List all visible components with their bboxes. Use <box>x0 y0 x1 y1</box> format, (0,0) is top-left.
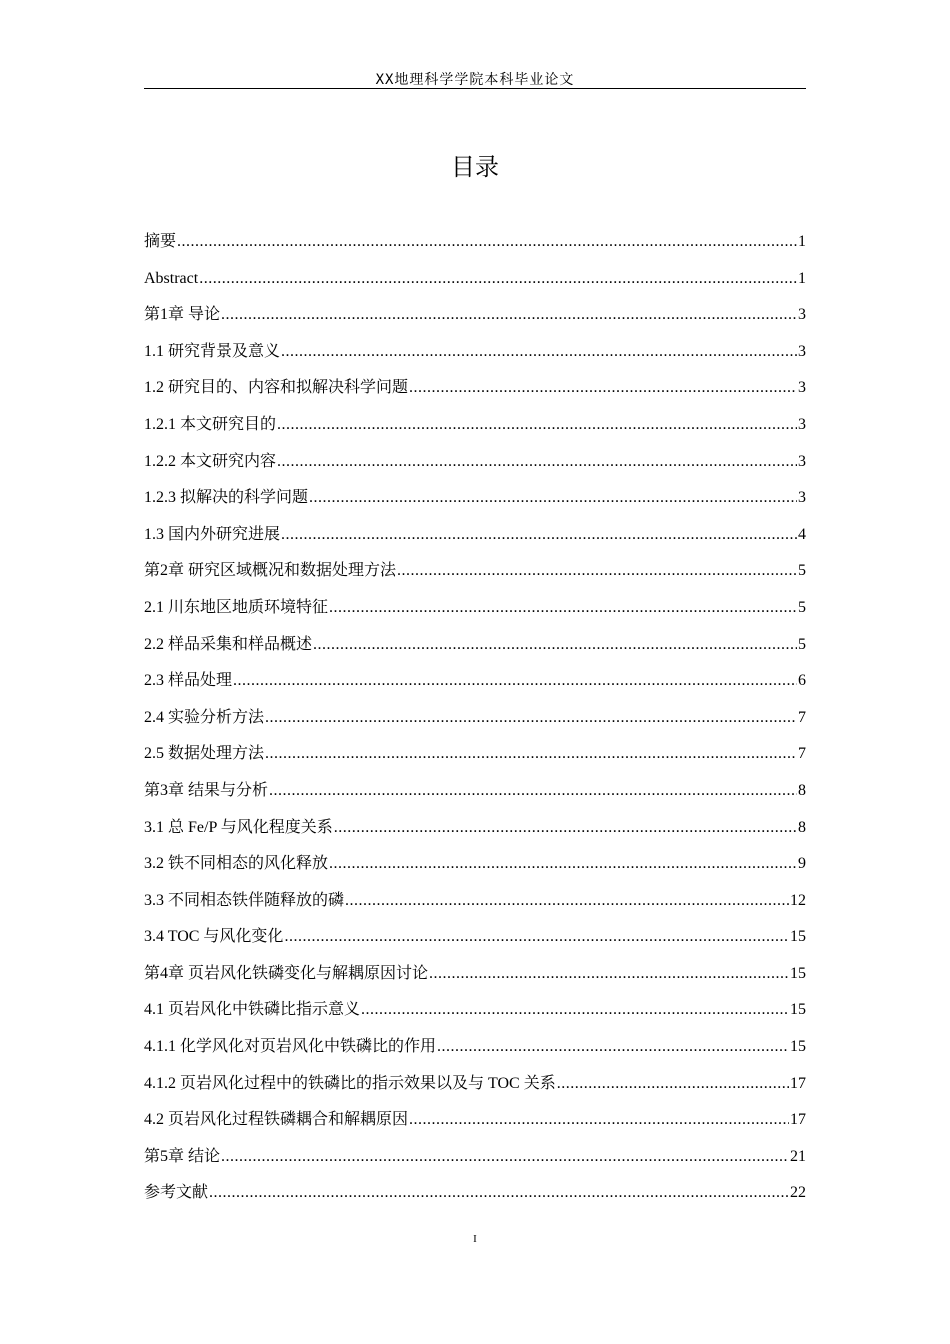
toc-entry-abstract-cn[interactable] <box>144 228 806 265</box>
toc-entry-label: 3.2 铁不同相态的风化释放 <box>144 855 329 873</box>
toc-entry-label: 1.2 研究目的、内容和拟解决科学问题 <box>144 379 409 397</box>
toc-entry-section-1-2-2[interactable] <box>144 448 806 485</box>
toc-dot-leader <box>281 521 797 549</box>
toc-entry-chapter-1[interactable] <box>144 301 806 338</box>
toc-entry-section-2-1[interactable] <box>144 594 806 631</box>
toc-dot-leader <box>277 411 797 439</box>
toc-title: 目录 <box>451 153 499 181</box>
toc-entry-page: 3 <box>798 342 806 360</box>
toc-entry-page: 3 <box>798 489 806 507</box>
toc-entry-label: 2.2 样品采集和样品概述 <box>144 635 313 653</box>
toc-entry-page: 22 <box>790 1184 806 1202</box>
toc-entry-page: 3 <box>798 306 806 324</box>
toc-entry-page: 3 <box>798 379 806 397</box>
toc-entry-label: 第5章 结论 <box>144 1147 221 1165</box>
toc-dot-leader <box>361 996 789 1024</box>
toc-dot-leader <box>177 228 797 256</box>
toc-entry-page: 15 <box>790 1001 806 1019</box>
toc-entry-section-4-1[interactable] <box>144 996 806 1033</box>
toc-entry-section-2-4[interactable] <box>144 704 806 741</box>
toc-entry-label: 3.4 TOC 与风化变化 <box>144 928 284 946</box>
toc-entry-label: 参考文献 <box>144 1184 209 1202</box>
toc-entry-section-2-2[interactable] <box>144 631 806 668</box>
toc-dot-leader <box>269 777 797 805</box>
toc-dot-leader <box>277 448 797 476</box>
toc-entry-label: 4.1.1 化学风化对页岩风化中铁磷比的作用 <box>144 1038 437 1056</box>
toc-entry-label: 1.3 国内外研究进展 <box>144 525 281 543</box>
toc-dot-leader <box>429 960 789 988</box>
toc-dot-leader <box>557 1070 789 1098</box>
toc-dot-leader <box>199 265 797 293</box>
toc-entry-chapter-2[interactable] <box>144 557 806 594</box>
toc-entry-page: 21 <box>790 1147 806 1165</box>
toc-dot-leader <box>329 850 797 878</box>
table-of-contents <box>144 228 806 1216</box>
toc-entry-label: 4.1.2 页岩风化过程中的铁磷比的指示效果以及与 TOC 关系 <box>144 1074 556 1092</box>
toc-entry-chapter-3[interactable] <box>144 777 806 814</box>
toc-entry-page: 6 <box>798 672 806 690</box>
toc-entry-label: 1.2.1 本文研究目的 <box>144 415 277 433</box>
toc-dot-leader <box>281 338 797 366</box>
toc-entry-page: 8 <box>798 818 806 836</box>
page-number: I <box>473 1233 477 1245</box>
toc-dot-leader <box>397 557 797 585</box>
toc-dot-leader <box>409 1106 789 1134</box>
toc-entry-section-3-3[interactable] <box>144 887 806 924</box>
toc-entry-page: 4 <box>798 525 806 543</box>
toc-entry-section-1-2[interactable] <box>144 374 806 411</box>
toc-entry-section-1-1[interactable] <box>144 338 806 375</box>
toc-entry-label: 第3章 结果与分析 <box>144 781 269 799</box>
toc-entry-label: Abstract <box>144 269 199 287</box>
toc-entry-label: 第1章 导论 <box>144 306 221 324</box>
toc-entry-label: 3.1 总 Fe/P 与风化程度关系 <box>144 818 333 836</box>
toc-entry-page: 5 <box>798 598 806 616</box>
toc-entry-page: 1 <box>798 233 806 250</box>
toc-entry-page: 1 <box>798 269 806 287</box>
toc-entry-section-2-5[interactable] <box>144 740 806 777</box>
page-header: XX地理科学学院本科毕业论文 <box>375 72 575 88</box>
toc-entry-section-4-1-1[interactable] <box>144 1033 806 1070</box>
toc-entry-page: 5 <box>798 562 806 580</box>
toc-entry-section-1-3[interactable] <box>144 521 806 558</box>
toc-dot-leader <box>329 594 797 622</box>
toc-entry-page: 17 <box>790 1074 806 1092</box>
toc-entry-abstract-en[interactable] <box>144 265 806 302</box>
toc-entry-page: 17 <box>790 1111 806 1129</box>
toc-entry-label: 第4章 页岩风化铁磷变化与解耦原因讨论 <box>144 964 429 982</box>
toc-dot-leader <box>437 1033 789 1061</box>
toc-entry-label: 第2章 研究区域概况和数据处理方法 <box>144 562 397 580</box>
toc-dot-leader <box>209 1179 789 1207</box>
toc-dot-leader <box>221 301 797 329</box>
toc-entry-label: 3.3 不同相态铁伴随释放的磷 <box>144 891 345 909</box>
toc-entry-page: 3 <box>798 452 806 470</box>
toc-entry-label: 2.1 川东地区地质环境特征 <box>144 598 329 616</box>
toc-dot-leader <box>265 740 797 768</box>
toc-entry-page: 15 <box>790 964 806 982</box>
toc-entry-page: 3 <box>798 415 806 433</box>
header-rule <box>144 88 806 89</box>
toc-dot-leader <box>313 631 797 659</box>
toc-entry-label: 1.1 研究背景及意义 <box>144 342 281 360</box>
toc-dot-leader <box>265 704 797 732</box>
toc-entry-label: 摘要 <box>144 233 177 250</box>
toc-entry-label: 2.3 样品处理 <box>144 672 233 690</box>
toc-dot-leader <box>284 923 789 951</box>
toc-entry-label: 1.2.3 拟解决的科学问题 <box>144 489 309 507</box>
toc-dot-leader <box>345 887 789 915</box>
toc-entry-label: 1.2.2 本文研究内容 <box>144 452 277 470</box>
toc-entry-page: 15 <box>790 928 806 946</box>
toc-entry-chapter-4[interactable] <box>144 960 806 997</box>
toc-entry-section-4-2[interactable] <box>144 1106 806 1143</box>
toc-entry-page: 9 <box>798 855 806 873</box>
toc-entry-section-2-3[interactable] <box>144 667 806 704</box>
toc-entry-label: 2.5 数据处理方法 <box>144 745 265 763</box>
toc-entry-page: 5 <box>798 635 806 653</box>
toc-entry-section-1-2-1[interactable] <box>144 411 806 448</box>
toc-entry-section-4-1-2[interactable] <box>144 1070 806 1107</box>
toc-entry-page: 12 <box>790 891 806 909</box>
toc-dot-leader <box>233 667 797 695</box>
toc-entry-chapter-5[interactable] <box>144 1143 806 1180</box>
toc-dot-leader <box>409 374 797 402</box>
toc-dot-leader <box>221 1143 789 1171</box>
toc-entry-section-3-4[interactable] <box>144 923 806 960</box>
toc-dot-leader <box>334 814 797 842</box>
toc-entry-page: 7 <box>798 745 806 763</box>
toc-entry-references[interactable] <box>144 1179 806 1216</box>
toc-entry-page: 8 <box>798 781 806 799</box>
toc-entry-label: 4.1 页岩风化中铁磷比指示意义 <box>144 1001 361 1019</box>
toc-dot-leader <box>309 484 797 512</box>
toc-entry-page: 15 <box>790 1038 806 1056</box>
toc-entry-section-1-2-3[interactable] <box>144 484 806 521</box>
toc-entry-label: 4.2 页岩风化过程铁磷耦合和解耦原因 <box>144 1111 409 1129</box>
toc-entry-page: 7 <box>798 708 806 726</box>
toc-entry-label: 2.4 实验分析方法 <box>144 708 265 726</box>
toc-entry-section-3-2[interactable] <box>144 850 806 887</box>
toc-entry-section-3-1[interactable] <box>144 814 806 851</box>
